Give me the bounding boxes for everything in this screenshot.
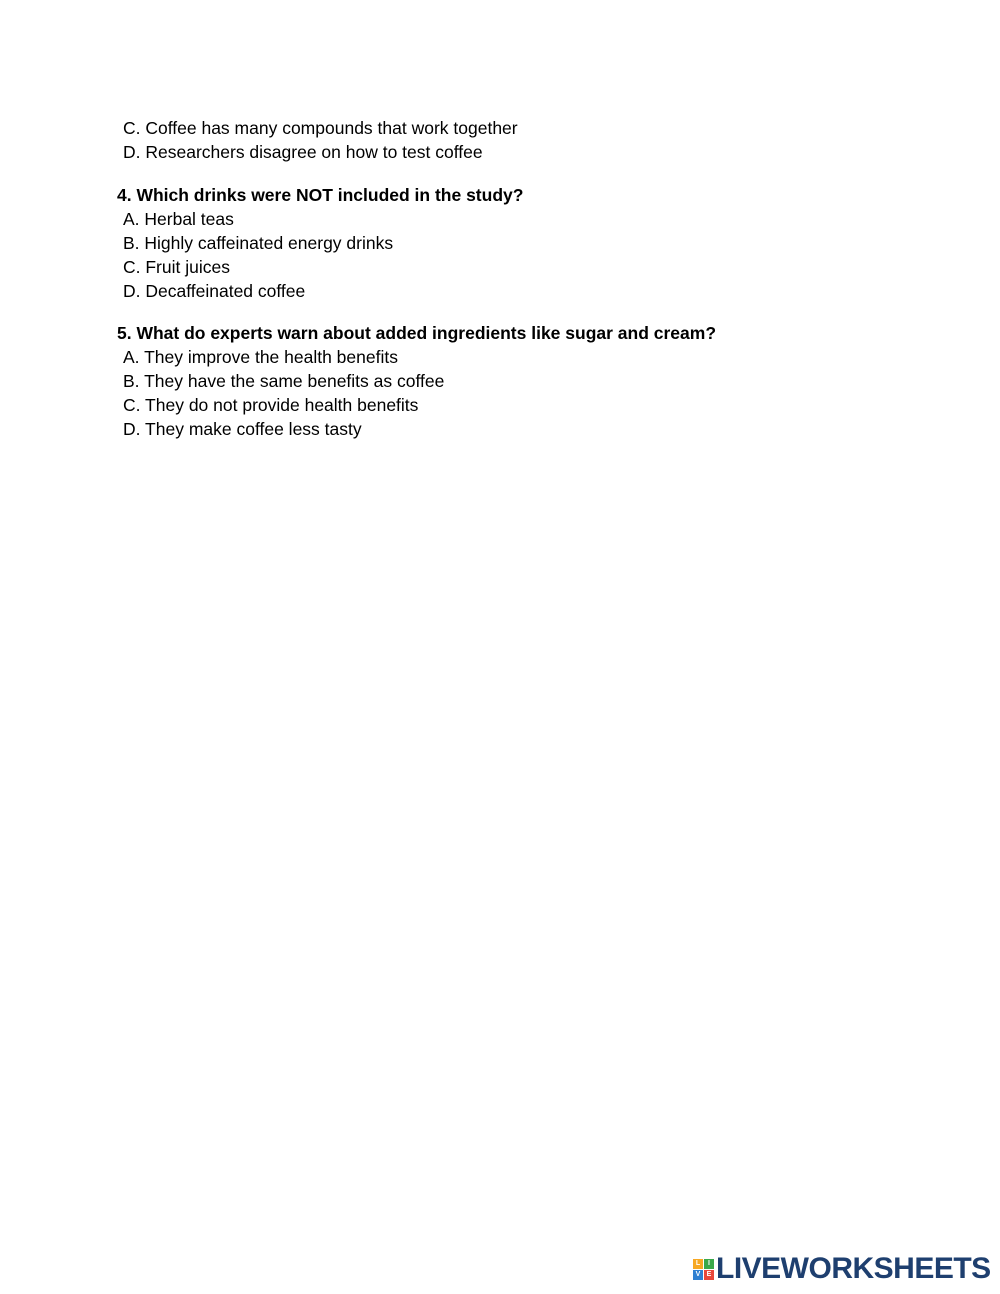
logo-mark-cell: I — [704, 1259, 714, 1269]
option-5c: C. They do not provide health benefits — [123, 395, 419, 415]
logo-mark-icon — [693, 1259, 714, 1280]
option-5a: A. They improve the health benefits — [123, 347, 398, 367]
option-4b: B. Highly caffeinated energy drinks — [123, 233, 394, 253]
option-4c: C. Fruit juices — [123, 257, 230, 277]
option-5b: B. They have the same benefits as coffee — [123, 371, 445, 391]
option-4a: A. Herbal teas — [123, 209, 234, 229]
logo-text: LIVEWORKSHEETS — [716, 1252, 991, 1285]
logo-mark-cell: E — [704, 1270, 714, 1280]
option-4d: D. Decaffeinated coffee — [123, 281, 306, 301]
question-5-text: 5. What do experts warn about added ingredients like sugar and cream? — [117, 323, 717, 343]
question-4-text: 4. Which drinks were NOT included in the study? — [117, 185, 524, 205]
logo-mark-cell: L — [693, 1259, 703, 1269]
option-3d: D. Researchers disagree on how to test coffee — [123, 142, 483, 162]
option-3c: C. Coffee has many compounds that work together — [123, 118, 518, 138]
option-5d: D. They make coffee less tasty — [123, 419, 362, 439]
logo-mark-cell: V — [693, 1270, 703, 1280]
liveworksheets-logo — [693, 1252, 991, 1285]
